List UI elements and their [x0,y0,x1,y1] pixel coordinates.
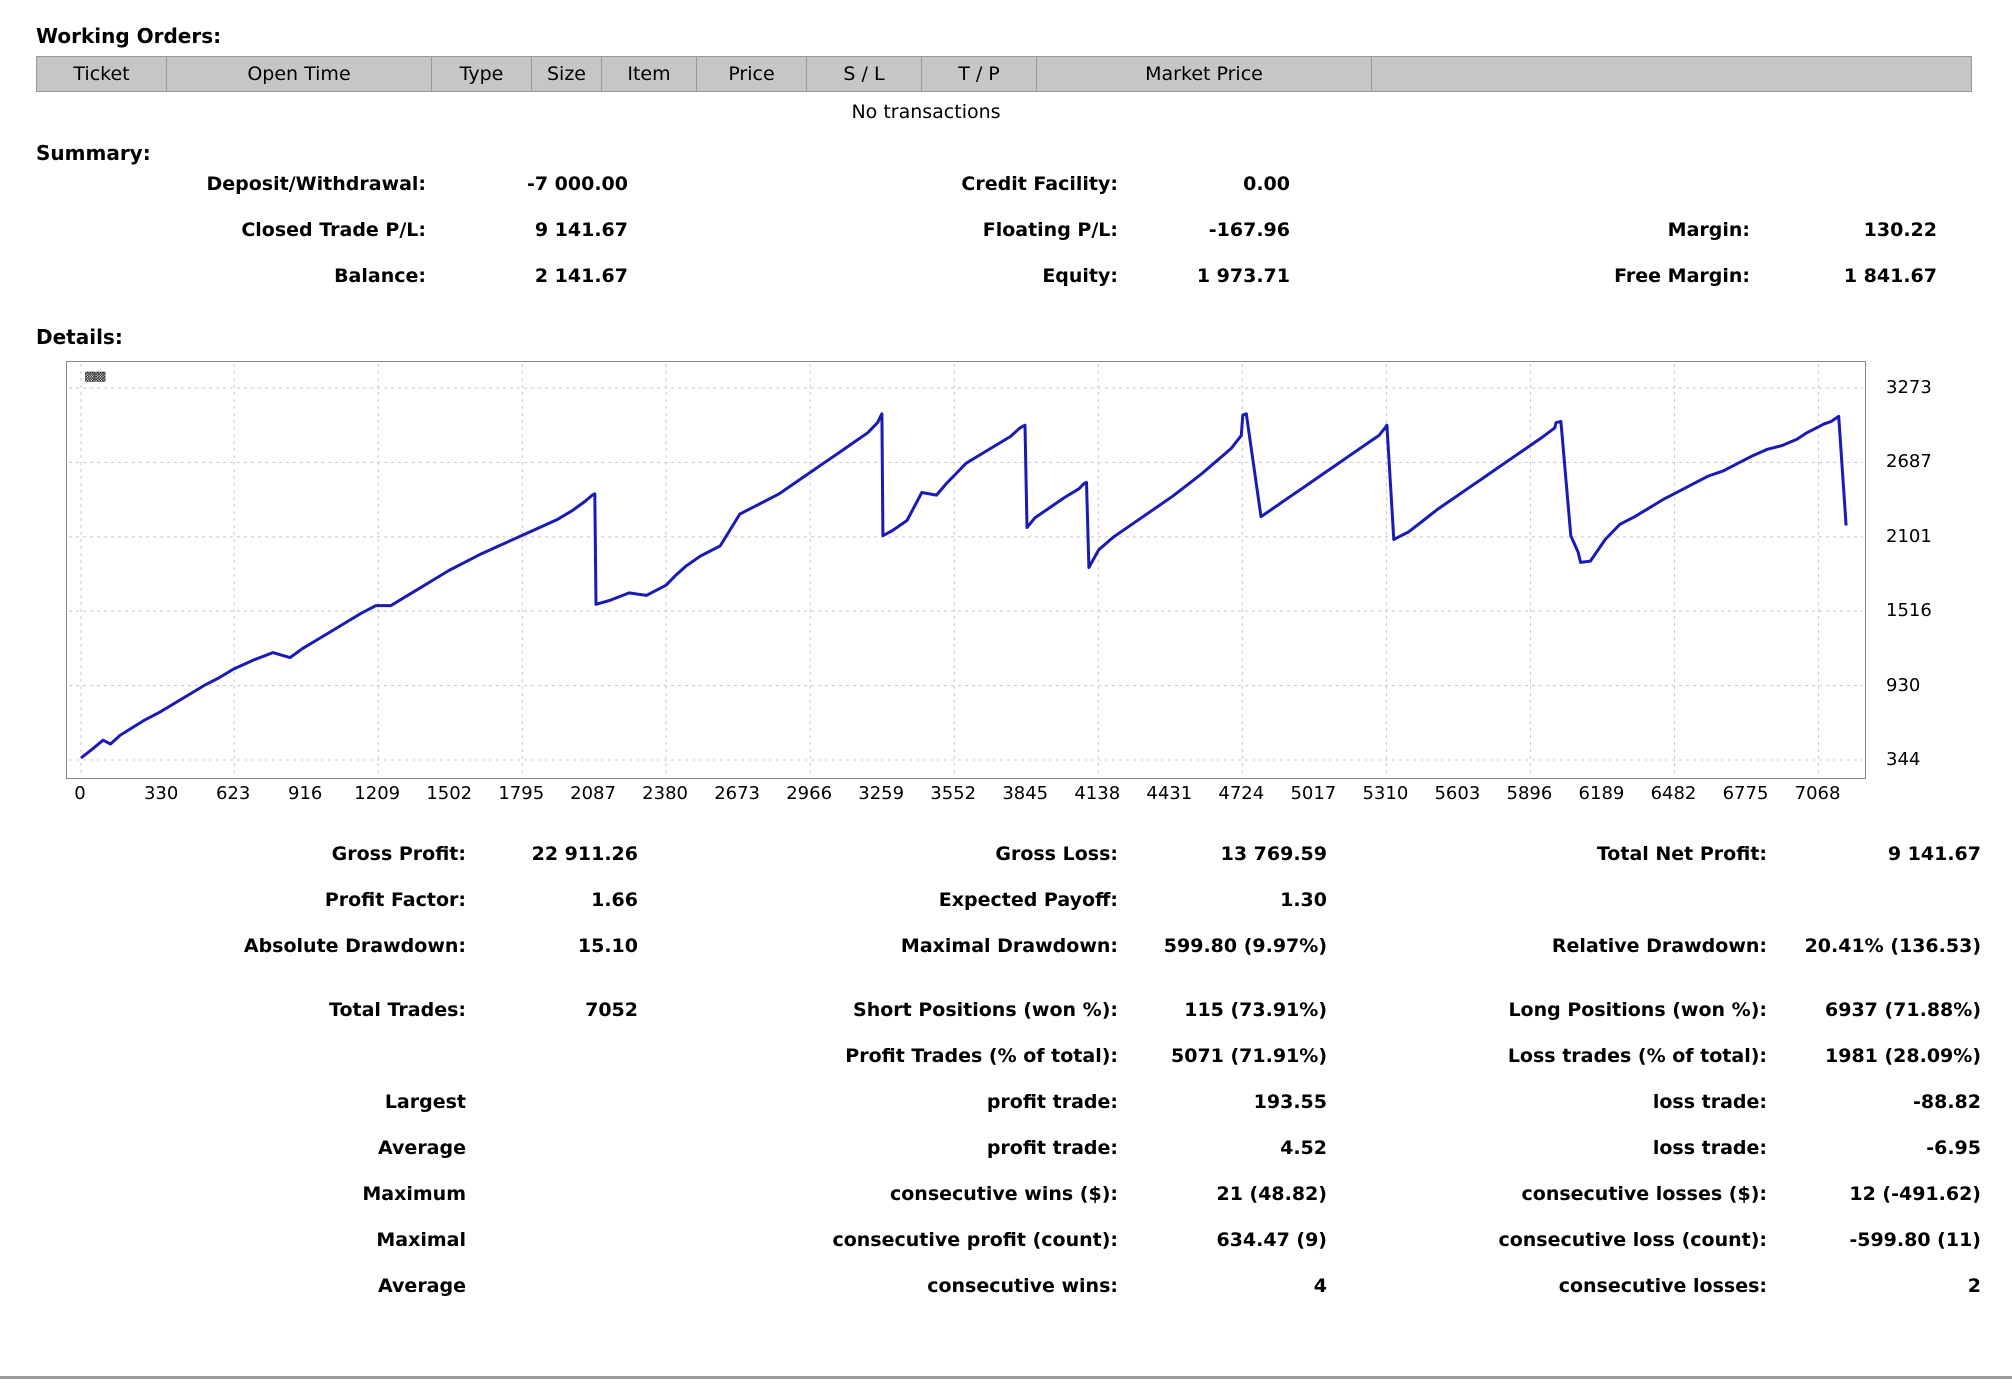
column-header-size[interactable]: Size [532,57,602,92]
x-axis-tick-label: 2673 [714,783,761,804]
stat-cell [638,1091,1327,1113]
stat-value: 1.30 [1280,889,1327,911]
stat-cell [36,1091,638,1113]
chart-watermark: ▩▩ [84,369,105,384]
stat-cell [36,1275,638,1297]
stat-value: 15.10 [577,935,638,957]
stat-cell [638,889,1327,911]
table-header-row [37,57,1972,92]
summary-value: 1 841.67 [1843,265,1937,287]
x-axis-tick-label: 4431 [1146,783,1193,804]
summary-label: Balance: [334,265,426,287]
stat-row [36,889,1971,935]
stat-label: Profit Factor: [324,889,466,911]
stat-value: -6.95 [1926,1137,1981,1159]
chart-line-balance [81,414,1846,758]
top-spacer [30,0,1982,10]
stat-cell [36,889,638,911]
stat-cell [638,999,1327,1021]
stat-value: 2 [1967,1275,1981,1297]
stat-label: Maximal [376,1229,466,1251]
summary-row [36,265,1971,311]
stat-label: Short Positions (won %): [853,999,1118,1021]
stat-cell [1327,1091,1981,1113]
x-axis-tick-label: 2966 [786,783,833,804]
stat-label: Relative Drawdown: [1551,935,1767,957]
stat-label: consecutive profit (count): [832,1229,1118,1251]
stat-cell [1327,843,1981,865]
stat-label: Profit Trades (% of total): [845,1045,1118,1067]
stat-label: consecutive wins ($): [889,1183,1118,1205]
stat-value: 1.66 [591,889,638,911]
stat-label: Gross Loss: [995,843,1118,865]
summary-label: Free Margin: [1614,265,1750,287]
summary-value: 2 141.67 [534,265,628,287]
column-header-tp[interactable]: T / P [922,57,1037,92]
column-header-open-time[interactable]: Open Time [167,57,432,92]
column-header-sl[interactable]: S / L [807,57,922,92]
chart-x-axis [66,781,1866,811]
stat-value: 20.41% (136.53) [1804,935,1981,957]
stat-cell [638,1137,1327,1159]
stat-label: Maximum [362,1183,466,1205]
stat-cell [1327,999,1981,1021]
no-transactions-message: No transactions [851,101,1001,123]
stat-label: Average [378,1275,466,1297]
summary-label: Floating P/L: [982,219,1118,241]
statistics-grid [36,843,1981,1321]
x-axis-tick-label: 6775 [1722,783,1769,804]
summary-label: Deposit/Withdrawal: [206,173,426,195]
stat-label: consecutive wins: [927,1275,1118,1297]
column-header-item[interactable]: Item [602,57,697,92]
stat-value: 21 (48.82) [1216,1183,1327,1205]
stat-value: 4.52 [1280,1137,1327,1159]
y-axis-tick-label: 3273 [1886,377,1932,398]
stat-row [36,843,1981,889]
stat-cell [638,843,1327,865]
chart-y-axis [1878,361,1968,779]
stat-cell [36,1137,638,1159]
stat-label: Average [378,1137,466,1159]
stat-value: 4 [1313,1275,1327,1297]
x-axis-tick-label: 3552 [930,783,977,804]
summary-cell [1290,219,1937,241]
stat-value: 193.55 [1253,1091,1327,1113]
summary-title: Summary: [36,141,151,165]
summary-grid [36,173,1971,311]
x-axis-tick-label: 3259 [858,783,905,804]
details-title: Details: [36,325,123,349]
stat-cell [36,1229,638,1251]
stat-cell [1327,935,1981,957]
column-header-blank[interactable] [1372,57,1972,92]
summary-label: Equity: [1042,265,1118,287]
stat-row [36,1137,1981,1183]
x-axis-tick-label: 7068 [1794,783,1841,804]
x-axis-tick-label: 1209 [354,783,401,804]
stat-row [36,1045,1981,1091]
stat-label: Loss trades (% of total): [1507,1045,1767,1067]
column-header-price[interactable]: Price [697,57,807,92]
x-axis-tick-label: 6482 [1650,783,1697,804]
stat-label: Gross Profit: [331,843,466,865]
stat-value: 22 911.26 [531,843,638,865]
stat-cell [638,1229,1327,1251]
summary-row [36,173,1971,219]
stat-value: 9 141.67 [1887,843,1981,865]
stat-label: Largest [384,1091,466,1113]
chart-canvas [67,362,1865,778]
y-axis-tick-label: 344 [1886,749,1921,770]
summary-value: 0.00 [1243,173,1290,195]
stat-value: 599.80 (9.97%) [1163,935,1327,957]
stat-label: profit trade: [986,1091,1118,1113]
summary-value: 1 973.71 [1196,265,1290,287]
summary-cell [36,173,628,195]
stat-row [36,999,1981,1045]
stat-row [36,1183,1981,1229]
stat-value: 115 (73.91%) [1184,999,1327,1021]
y-axis-tick-label: 1516 [1886,600,1932,622]
working-orders-table [36,56,1972,92]
stat-label: consecutive losses ($): [1521,1183,1767,1205]
summary-cell [36,265,628,287]
stat-cell [36,935,638,957]
y-axis-tick-label: 2687 [1886,451,1932,473]
summary-label: Credit Facility: [961,173,1118,195]
stat-cell [638,1045,1327,1067]
stat-label: loss trade: [1652,1137,1767,1159]
stat-cell [638,935,1327,957]
stat-label: Total Net Profit: [1596,843,1767,865]
stat-label: profit trade: [986,1137,1118,1159]
x-axis-tick-label: 2380 [642,783,688,804]
x-axis-tick-label: 5017 [1290,783,1337,804]
x-axis-tick-label: 916 [287,783,323,804]
stat-value: 13 769.59 [1220,843,1327,865]
summary-row [36,219,1971,265]
stat-label: Absolute Drawdown: [243,935,466,957]
x-axis-tick-label: 2087 [570,783,616,804]
x-axis-tick-label: 5603 [1434,783,1481,804]
y-axis-tick-label: 930 [1886,674,1921,696]
stat-row [36,1229,1981,1275]
stat-value: 1981 (28.09%) [1825,1045,1981,1067]
column-header-type[interactable]: Type [432,57,532,92]
stat-value: -599.80 (11) [1849,1229,1981,1251]
stat-cell [1327,1137,1981,1159]
x-axis-tick-label: 330 [143,783,179,804]
stat-value: 7052 [585,999,638,1021]
balance-chart [66,361,1932,804]
x-axis-tick-label: 0 [74,783,86,804]
summary-value: 9 141.67 [534,219,628,241]
stat-label: Long Positions (won %): [1508,999,1767,1021]
summary-label: Closed Trade P/L: [241,219,426,241]
x-axis-tick-label: 5310 [1362,783,1409,804]
stat-cell [1327,1045,1981,1067]
summary-value: -7 000.00 [526,173,628,195]
stat-value: 12 (-491.62) [1849,1183,1981,1205]
summary-value: -167.96 [1208,219,1290,241]
summary-cell [628,219,1290,241]
working-orders-title: Working Orders: [36,24,222,48]
summary-label: Margin: [1667,219,1750,241]
x-axis-tick-label: 623 [215,783,251,804]
stat-label: Maximal Drawdown: [900,935,1118,957]
stat-spacer [36,981,1971,999]
stat-row [36,1275,1981,1321]
summary-cell [628,173,1290,195]
summary-value: 130.22 [1863,219,1937,241]
stat-value: -88.82 [1913,1091,1981,1113]
chart-plot-area [66,361,1866,779]
stat-label: Total Trades: [329,999,466,1021]
stat-row [36,935,1981,981]
stat-value: 6937 (71.88%) [1825,999,1981,1021]
stat-cell [1327,1183,1981,1205]
summary-cell [1290,265,1937,287]
stat-cell [1327,1229,1981,1251]
column-header-market-price[interactable]: Market Price [1037,57,1372,92]
summary-cell [36,219,628,241]
stat-label: Expected Payoff: [938,889,1118,911]
stat-cell [638,1275,1327,1297]
x-axis-tick-label: 5896 [1506,783,1553,804]
x-axis-tick-label: 1795 [498,783,545,804]
x-axis-tick-label: 1502 [426,783,473,804]
stat-row [36,1091,1981,1137]
stat-value: 5071 (71.91%) [1171,1045,1327,1067]
x-axis-tick-label: 4724 [1218,783,1265,804]
bottom-divider [0,1376,2012,1379]
stat-value: 634.47 (9) [1216,1229,1327,1251]
stat-label: consecutive losses: [1558,1275,1767,1297]
stat-cell [36,843,638,865]
stat-cell [1327,1275,1981,1297]
summary-cell [628,265,1290,287]
stat-cell [36,1183,638,1205]
stat-label: loss trade: [1652,1091,1767,1113]
column-header-ticket[interactable]: Ticket [37,57,167,92]
x-axis-tick-label: 3845 [1002,783,1049,804]
stat-cell [638,1183,1327,1205]
x-axis-tick-label: 4138 [1074,783,1121,804]
y-axis-tick-label: 2101 [1886,525,1932,547]
x-axis-tick-label: 6189 [1578,783,1625,804]
stat-cell [36,999,638,1021]
stat-label: consecutive loss (count): [1498,1229,1767,1251]
